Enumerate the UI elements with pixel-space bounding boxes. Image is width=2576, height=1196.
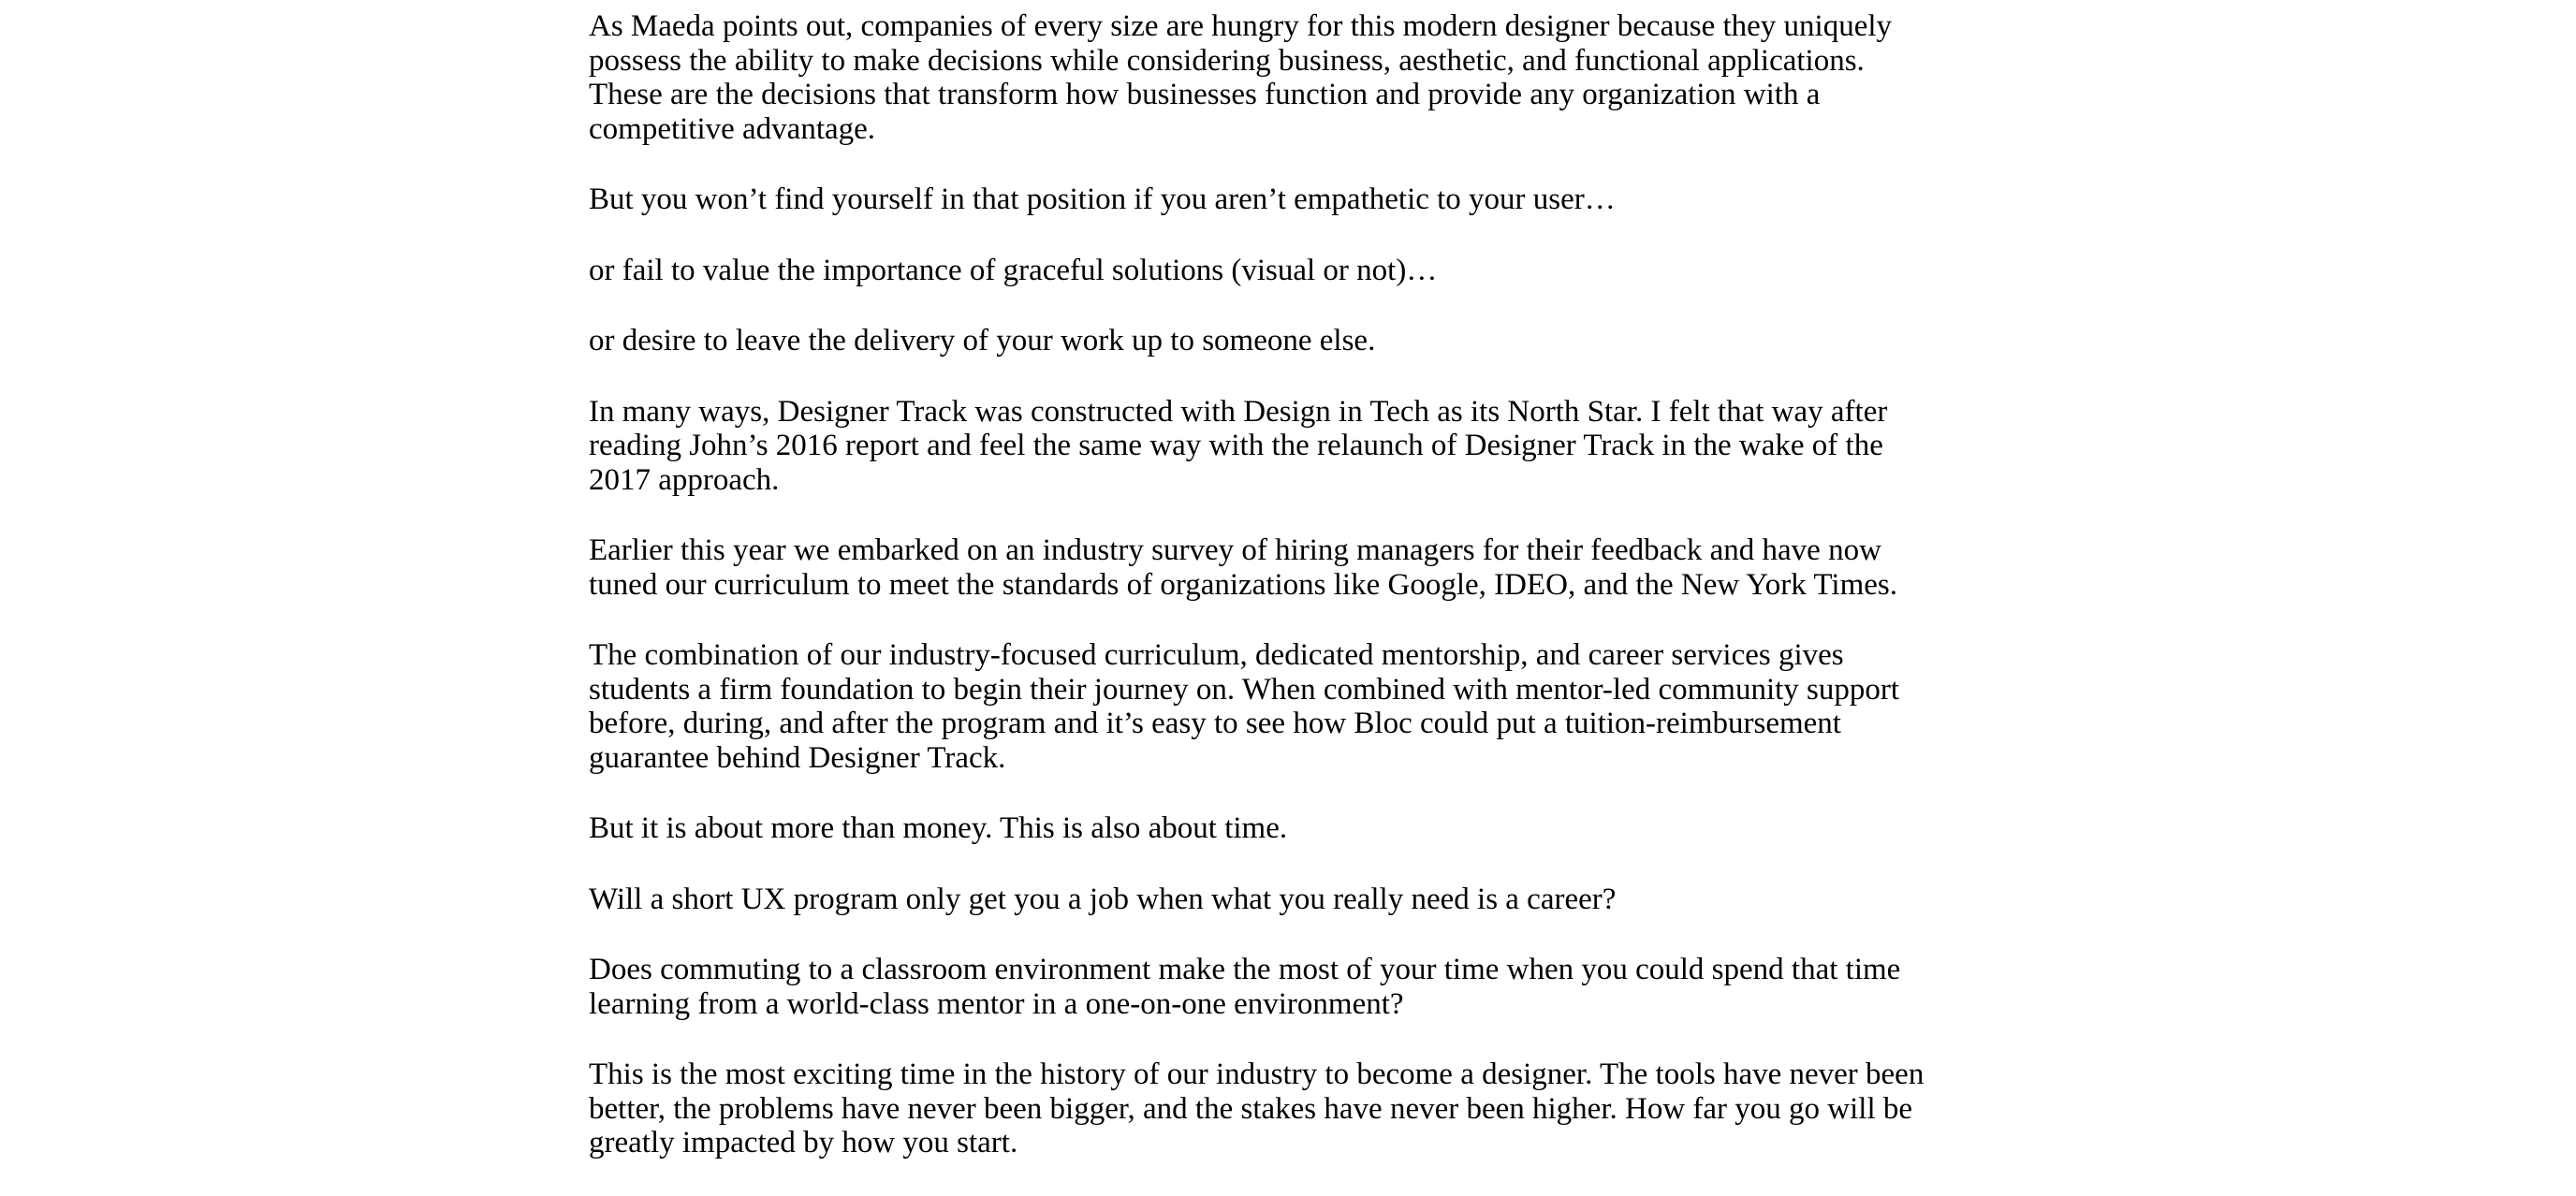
paragraph-commuting: Does commuting to a classroom environment make the most of your time when you could spend that time learning from a world-class mentor in a one-on-one environment? bbox=[589, 953, 1901, 1021]
paragraph-empathetic-user: But you won’t find yourself in that position if you aren’t empathetic to your user… bbox=[589, 182, 1616, 216]
paragraph-north-star: In many ways, Designer Track was constructed with Design in Tech as its North Star. I felt that way after reading John’s 2016 report and feel the same way with the relaunch of Designer Track in the wake of the 2017 approach. bbox=[589, 394, 1888, 497]
paragraph-graceful-solutions: or fail to value the importance of graceful solutions (visual or not)… bbox=[589, 253, 1438, 287]
paragraph-curriculum-combination: The combination of our industry-focused curriculum, dedicated mentorship, and career services gives students a firm foundation to begin their journey on. When combined with mentor-led community support before, during, and after the program and it’s easy to see how Bloc could put a tuition-reimbursement guarantee behind Designer Track. bbox=[589, 638, 1900, 775]
paragraph-maeda-modern-designer: As Maeda points out, companies of every size are hungry for this modern designer because they uniquely possess the ability to make decisions while considering business, aesthetic, and functional applications. These are the decisions that transform how businesses function and provide any organization with a competitive advantage. bbox=[589, 9, 1893, 146]
article-body bbox=[589, 9, 1927, 1160]
paragraph-exciting-time: This is the most exciting time in the history of our industry to become a designer. The tools have never been better, the problems have never been bigger, and the stakes have never been higher. How far you go will be greatly impacted by how you start. bbox=[589, 1057, 1925, 1160]
paragraph-delivery-of-work: or desire to leave the delivery of your work up to someone else. bbox=[589, 324, 1376, 357]
paragraph-money-and-time: But it is about more than money. This is also about time. bbox=[589, 811, 1288, 845]
paragraph-industry-survey: Earlier this year we embarked on an industry survey of hiring managers for their feedback and have now tuned our curriculum to meet the standards of organizations like Google, IDEO, and the New York Times. bbox=[589, 533, 1897, 602]
paragraph-job-vs-career: Will a short UX program only get you a job when what you really need is a career? bbox=[589, 882, 1617, 916]
